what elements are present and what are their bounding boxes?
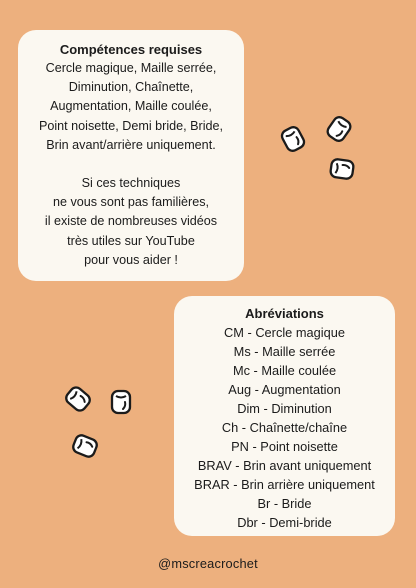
note-line: très utiles sur YouTube	[67, 233, 195, 248]
abbreviation-item: Mc - Maille coulée	[232, 363, 337, 378]
abbreviation-item: PN - Point noisette	[231, 439, 338, 454]
skills-line: Augmentation, Maille coulée,	[50, 99, 212, 114]
abbreviations-card	[174, 296, 395, 536]
note-line: pour vous aider !	[84, 252, 178, 267]
social-handle: @mscreacrochet	[158, 556, 258, 571]
abbreviation-item: Ch - Chaînette/chaîne	[221, 420, 348, 435]
skills-line: Brin avant/arrière uniquement.	[46, 137, 216, 152]
abbreviation-item: BRAV - Brin avant uniquement	[197, 458, 372, 473]
marshmallow-icon	[105, 384, 137, 420]
skills-title: Compétences requises	[59, 42, 203, 57]
abbreviation-item: Dbr - Demi-bride	[237, 515, 332, 530]
skills-line: Diminution, Chaînette,	[68, 80, 194, 95]
skills-card	[18, 30, 244, 281]
abbreviations-list	[174, 323, 395, 532]
marshmallow-icon	[322, 110, 356, 148]
note-line: il existe de nombreuses vidéos	[44, 214, 218, 229]
marshmallow-icon	[324, 152, 360, 186]
marshmallow-icon	[60, 380, 96, 418]
skills-note	[18, 174, 244, 270]
abbreviation-item: Br - Bride	[257, 496, 312, 511]
note-line: ne vous sont pas familières,	[52, 195, 210, 210]
marshmallow-icon	[276, 120, 310, 158]
abbreviation-item: Aug - Augmentation	[228, 382, 341, 397]
skills-list	[18, 59, 244, 155]
abbreviations-title: Abréviations	[245, 306, 324, 321]
skills-line: Cercle magique, Maille serrée,	[45, 61, 217, 75]
note-line: Si ces techniques	[81, 176, 181, 191]
skills-line: Point noisette, Demi bride, Bride,	[38, 118, 224, 133]
marshmallow-icon	[66, 428, 104, 464]
abbreviation-item: CM - Cercle magique	[224, 325, 345, 340]
abbreviation-item: Ms - Maille serrée	[233, 344, 336, 359]
abbreviation-item: Dim - Diminution	[237, 401, 332, 416]
abbreviation-item: BRAR - Brin arrière uniquement	[194, 477, 375, 492]
